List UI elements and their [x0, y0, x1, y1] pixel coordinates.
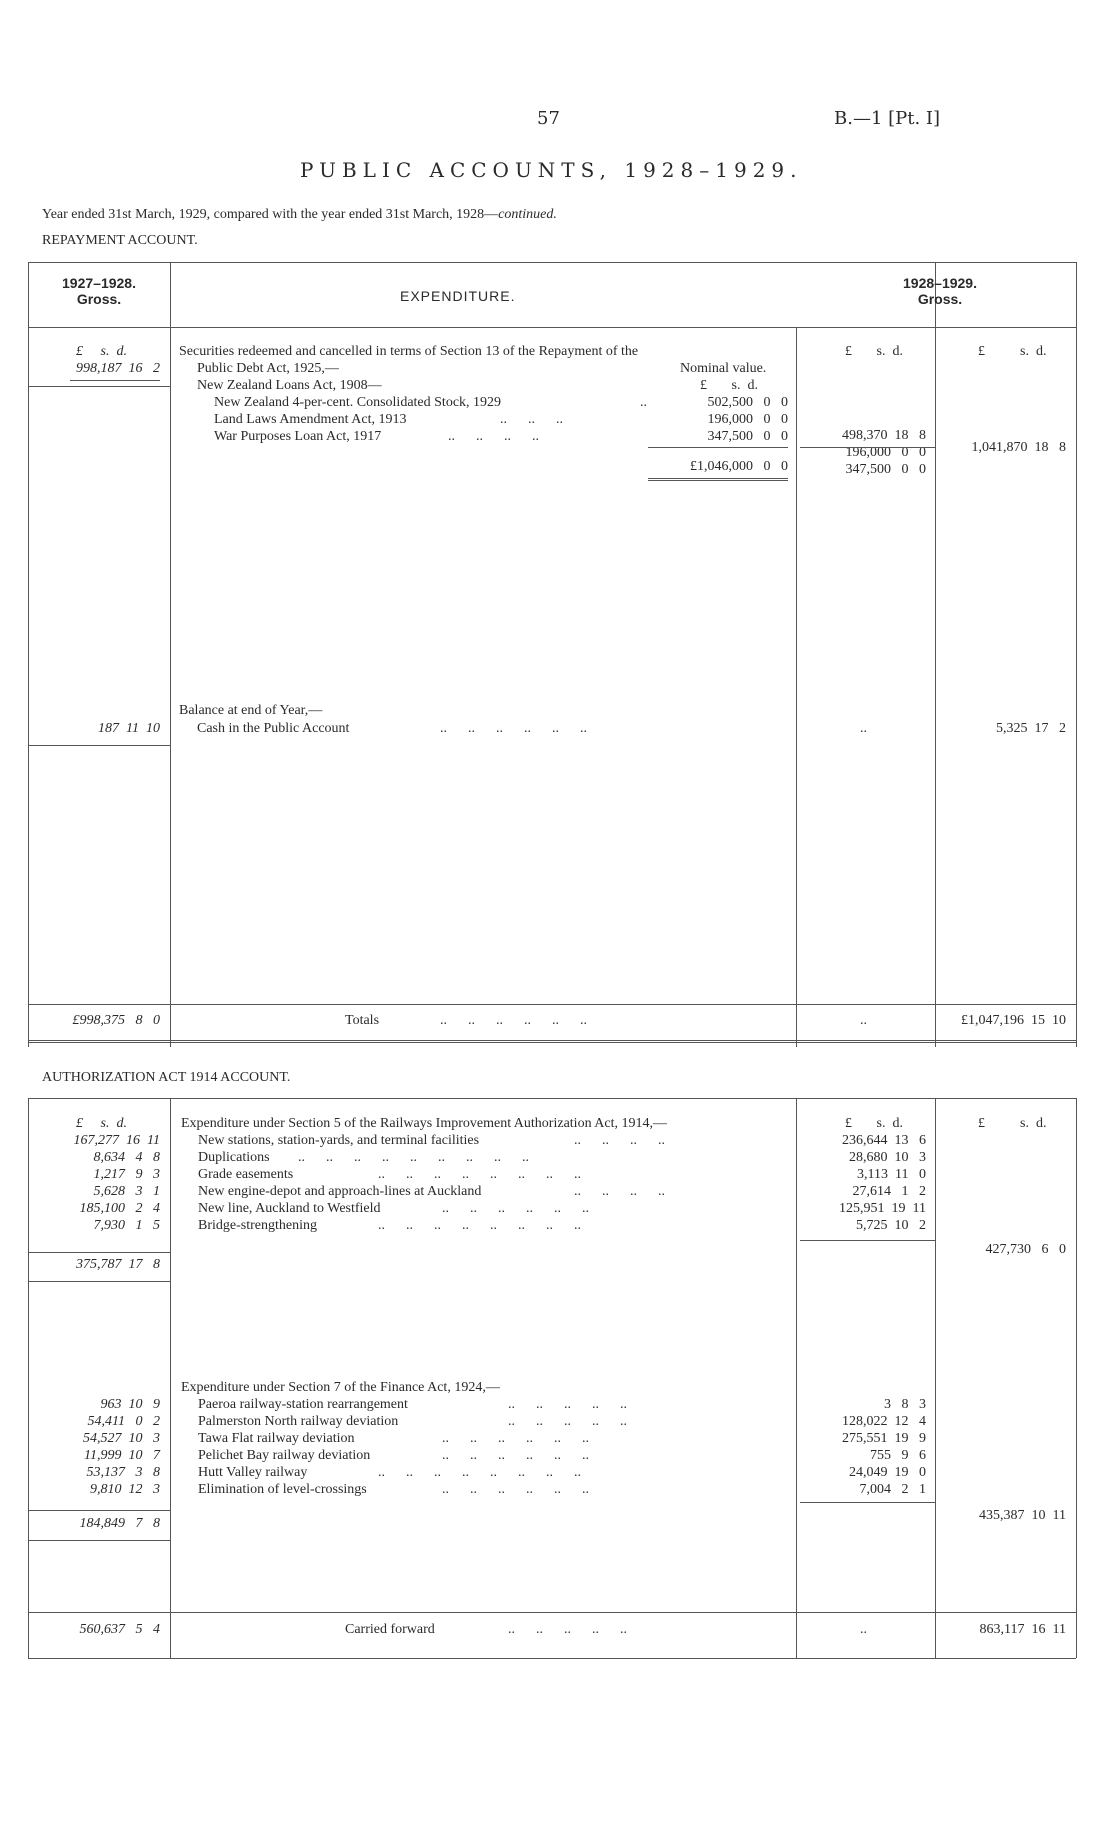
repayment-currency-left: £ s. d. [76, 344, 127, 359]
row-left: 7,930 1 5 [93, 1218, 160, 1233]
row-leader: .. .. .. .. .. [508, 1397, 627, 1412]
repayment-vline-1 [28, 262, 29, 1047]
balance-left-rule [28, 745, 170, 746]
row-leader: .. .. .. .. .. .. [442, 1201, 589, 1216]
balance-label: Cash in the Public Account [197, 721, 350, 736]
row-amount: 28,680 10 3 [849, 1150, 926, 1165]
nominal-value-heading: Nominal value. [680, 361, 767, 376]
row-amount: 3 8 3 [884, 1397, 926, 1412]
nominal-subtotal-rule [648, 447, 788, 448]
group2-right-total: 435,387 10 11 [979, 1508, 1066, 1523]
row-label: Elimination of level-crossings [198, 1482, 367, 1497]
nominal-currency: £ s. d. [700, 378, 758, 393]
row-left: 167,277 16 11 [73, 1133, 160, 1148]
item-amount: 196,000 0 0 [845, 445, 926, 460]
row-left: 11,999 10 7 [84, 1448, 160, 1463]
item-label: Land Laws Amendment Act, 1913 [214, 412, 407, 427]
auth-vline-1 [28, 1098, 29, 1658]
row-leader: .. .. .. .. .. .. .. .. [378, 1218, 581, 1233]
nominal-total: £1,046,000 0 0 [690, 459, 788, 474]
row-amount: 7,004 2 1 [859, 1482, 926, 1497]
balance-heading: Balance at end of Year,— [179, 703, 323, 718]
row-left: 1,217 9 3 [93, 1167, 160, 1182]
repayment-right-header [870, 275, 1010, 307]
left-block-rule [28, 386, 170, 387]
totals-bottom-rule [28, 1040, 1076, 1043]
item-nominal: 196,000 0 0 [707, 412, 788, 427]
row-label: New line, Auckland to Westfield [198, 1201, 381, 1216]
row-left: 963 10 9 [100, 1397, 160, 1412]
auth-vline-4 [935, 1098, 936, 1658]
totals-mid: .. [860, 1013, 867, 1028]
repayment-vline-5 [1076, 262, 1077, 1047]
row-label: New stations, station-yards, and terminal facilities [198, 1133, 480, 1148]
repayment-currency-right: £ s. d. [978, 344, 1047, 359]
group1-left-total: 375,787 17 8 [76, 1257, 160, 1272]
repayment-currency-mid: £ s. d. [845, 344, 903, 359]
group1-left-rule [28, 1252, 170, 1253]
totals-right: £1,047,196 15 10 [961, 1013, 1066, 1028]
balance-mid: .. [860, 721, 867, 736]
nominal-total-rule [648, 478, 788, 481]
row-amount: 755 9 6 [870, 1448, 926, 1463]
auth-currency-mid: £ s. d. [845, 1116, 903, 1131]
repayment-right-total: 1,041,870 18 8 [971, 440, 1066, 455]
repayment-left-header [30, 275, 168, 307]
item-label: New Zealand 4-per-cent. Consolidated Stock, 1929 [214, 395, 502, 410]
row-left: 54,527 10 3 [83, 1431, 160, 1446]
group2-left-total: 184,849 7 8 [79, 1516, 160, 1531]
row-amount: 125,951 19 11 [839, 1201, 926, 1216]
subtitle-main: Year ended 31st March, 1929, compared with the year ended 31st March, 1928— [42, 207, 499, 222]
carried-left: 560,637 5 4 [79, 1622, 160, 1637]
row-leader: .. .. .. .. .. .. .. .. .. [298, 1150, 529, 1165]
repayment-top-rule [28, 262, 1076, 263]
row-label: Pelichet Bay railway deviation [198, 1448, 371, 1463]
row-amount: 3,113 11 0 [857, 1167, 926, 1182]
row-label: Palmerston North railway deviation [198, 1414, 399, 1429]
subtitle-continued: continued. [498, 207, 557, 222]
repayment-vline-3 [796, 327, 797, 1047]
group1-right-total: 427,730 6 0 [985, 1242, 1066, 1257]
totals-label: Totals [345, 1013, 380, 1028]
row-amount: 5,725 10 2 [856, 1218, 926, 1233]
loans-act-heading: New Zealand Loans Act, 1908— [197, 378, 382, 393]
repayment-section-title: REPAYMENT ACCOUNT. [42, 233, 198, 248]
carried-leader: .. .. .. .. .. [508, 1622, 627, 1637]
left-header-year: 1927–1928. [62, 275, 136, 291]
row-left: 53,137 3 8 [86, 1465, 160, 1480]
row-leader: .. .. .. .. .. .. .. .. [378, 1465, 581, 1480]
totals-left: £998,375 8 0 [72, 1013, 160, 1028]
group1-amount-rule [800, 1240, 935, 1241]
row-label: Duplications [198, 1150, 270, 1165]
item-amount: 347,500 0 0 [845, 462, 926, 477]
amount-subtotal-rule [800, 447, 935, 448]
item-nominal: 502,500 0 0 [707, 395, 788, 410]
left-gross-rule [70, 380, 160, 381]
row-leader: .. .. .. .. [574, 1133, 665, 1148]
repayment-vline-2 [170, 262, 171, 1047]
group1-heading: Expenditure under Section 5 of the Railways Improvement Authorization Act, 1914,— [181, 1116, 668, 1131]
row-leader: .. .. .. .. .. .. [442, 1482, 589, 1497]
row-amount: 24,049 19 0 [849, 1465, 926, 1480]
repayment-vline-4 [935, 262, 936, 1047]
item-amount: 498,370 18 8 [842, 428, 926, 443]
row-leader: .. .. .. .. .. .. .. .. [378, 1167, 581, 1182]
auth-vline-2 [170, 1098, 171, 1658]
repayment-intro-line2: Public Debt Act, 1925,— [197, 361, 339, 376]
auth-vline-5 [1076, 1098, 1077, 1658]
row-label: Paeroa railway-station rearrangement [198, 1397, 408, 1412]
right-header-year: 1928–1929. [903, 275, 977, 291]
row-left: 5,628 3 1 [93, 1184, 160, 1199]
carried-bottom-rule [28, 1658, 1076, 1659]
page-title: PUBLIC ACCOUNTS, 1928–1929. [300, 158, 803, 182]
repayment-left-gross: 998,187 16 2 [76, 361, 160, 376]
totals-leader: .. .. .. .. .. .. [440, 1013, 587, 1028]
group2-heading: Expenditure under Section 7 of the Finance Act, 1924,— [181, 1380, 500, 1395]
item-leader: .. .. .. [500, 412, 563, 427]
item-leader: .. .. .. .. [448, 429, 539, 444]
row-amount: 128,022 12 4 [842, 1414, 926, 1429]
row-left: 8,634 4 8 [93, 1150, 160, 1165]
page-subtitle [42, 207, 557, 223]
row-label: Tawa Flat railway deviation [198, 1431, 355, 1446]
item-nominal: 347,500 0 0 [707, 429, 788, 444]
authorization-section-title: AUTHORIZATION ACT 1914 ACCOUNT. [42, 1070, 291, 1085]
carried-forward-label: Carried forward [345, 1622, 435, 1637]
row-label: Hutt Valley railway [198, 1465, 308, 1480]
auth-vline-3 [796, 1098, 797, 1658]
page-number: 57 [537, 108, 560, 129]
document-reference: B.—1 [Pt. I] [834, 108, 941, 129]
row-left: 185,100 2 4 [79, 1201, 160, 1216]
right-header-gross: Gross. [917, 291, 963, 307]
row-leader: .. .. .. .. .. [508, 1414, 627, 1429]
auth-top-rule [28, 1098, 1076, 1099]
repayment-header-rule [28, 327, 1076, 328]
row-leader: .. .. .. .. .. .. [442, 1431, 589, 1446]
group2-left-total-rule [28, 1540, 170, 1541]
row-label: New engine-depot and approach-lines at Auckland [198, 1184, 482, 1199]
group2-left-rule [28, 1510, 170, 1511]
balance-right: 5,325 17 2 [996, 721, 1066, 736]
auth-currency-left: £ s. d. [76, 1116, 127, 1131]
row-left: 9,810 12 3 [90, 1482, 160, 1497]
balance-leader: .. .. .. .. .. .. [440, 721, 587, 736]
left-header-gross: Gross. [76, 291, 122, 307]
group1-left-total-rule [28, 1281, 170, 1282]
group2-amount-rule [800, 1502, 935, 1503]
repayment-intro-line1: Securities redeemed and cancelled in terms of Section 13 of the Repayment of the [179, 344, 639, 359]
auth-currency-right: £ s. d. [978, 1116, 1047, 1131]
row-amount: 275,551 19 9 [842, 1431, 926, 1446]
row-label: Bridge-strengthening [198, 1218, 317, 1233]
row-leader: .. .. .. .. [574, 1184, 665, 1199]
row-amount: 236,644 13 6 [842, 1133, 926, 1148]
row-leader: .. .. .. .. .. .. [442, 1448, 589, 1463]
row-left: 54,411 0 2 [87, 1414, 160, 1429]
item-leader: .. [640, 395, 647, 410]
row-amount: 27,614 1 2 [852, 1184, 926, 1199]
item-label: War Purposes Loan Act, 1917 [214, 429, 382, 444]
row-label: Grade easements [198, 1167, 294, 1182]
carried-top-rule [28, 1612, 1076, 1613]
carried-mid: .. [860, 1622, 867, 1637]
totals-top-rule [28, 1004, 1076, 1005]
carried-right: 863,117 16 11 [979, 1622, 1066, 1637]
repayment-mid-header: EXPENDITURE. [400, 288, 516, 304]
balance-left: 187 11 10 [98, 721, 160, 736]
